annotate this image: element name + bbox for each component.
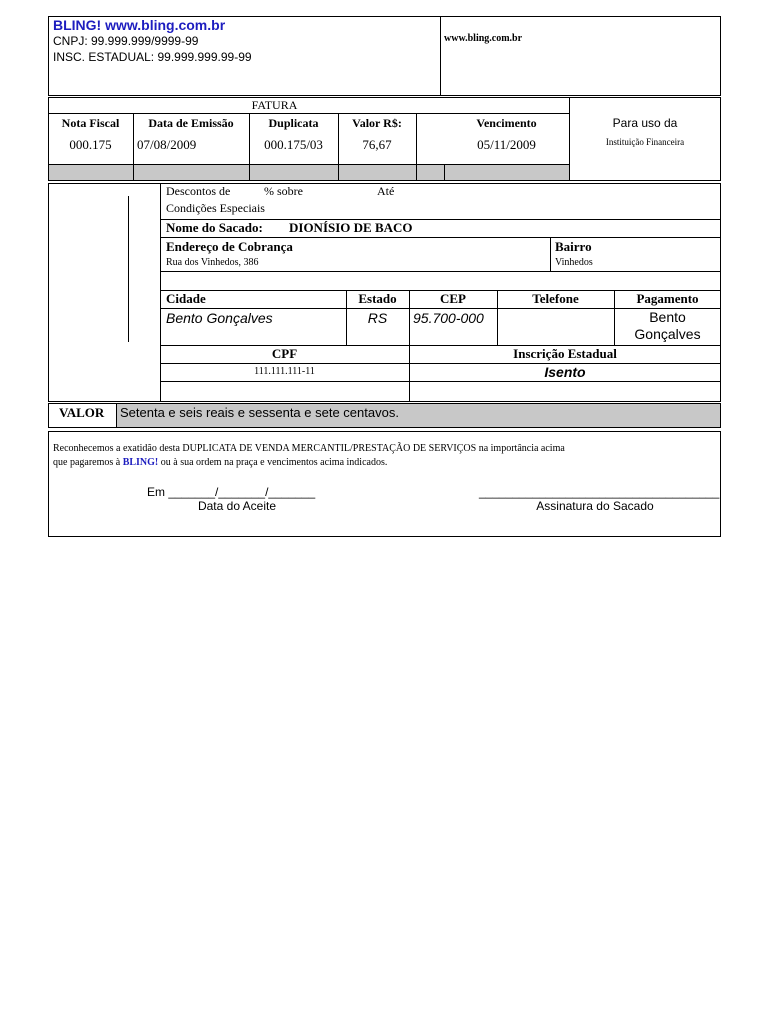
estado-label: Estado — [358, 291, 397, 306]
pagamento-value-1: Bento — [649, 309, 686, 325]
ie-label: Inscrição Estadual — [513, 346, 617, 361]
header-divider — [440, 16, 441, 96]
aceite-text-post: ou à sua ordem na praça e vencimentos acima indicados. — [160, 457, 388, 468]
bairro-value: Vinhedos — [555, 257, 593, 268]
decorative-vertical-mark — [128, 196, 129, 342]
condicoes-especiais: Condições Especiais — [166, 201, 265, 215]
signature-line: ____________________________________ — [479, 485, 720, 499]
nome-sacado: DIONÍSIO DE BACO — [289, 220, 413, 235]
fatura-gray-band — [49, 164, 569, 180]
bairro-divider — [550, 237, 551, 271]
col-valor: Valor R$: — [352, 116, 402, 130]
col-data-emissao: Data de Emissão — [148, 116, 234, 130]
pagamento-value-2: Gonçalves — [634, 326, 701, 342]
descontos-label: Descontos de — [166, 184, 231, 198]
row-line-cpf-top — [160, 345, 721, 346]
uso-label: Para uso da — [612, 116, 678, 130]
fatura-values-line — [48, 164, 569, 165]
company-cnpj: CNPJ: 99.999.999/9999-99 — [53, 34, 199, 48]
cpf-value: 111.111.111-11 — [254, 366, 315, 377]
descontos-ate: Até — [377, 184, 395, 198]
aceite-brand: BLING! — [122, 457, 159, 468]
company-brand: BLING! www.bling.com.br — [53, 17, 226, 33]
cidade-value: Bento Gonçalves — [166, 310, 273, 326]
valor-extenso: Setenta e seis reais e sessenta e sete centavos. — [120, 405, 399, 420]
bairro-label: Bairro — [555, 239, 592, 254]
pagamento-label: Pagamento — [636, 291, 699, 306]
header-website: www.bling.com.br — [444, 33, 523, 44]
telefone-label: Telefone — [532, 291, 579, 306]
value-valor: 76,67 — [362, 137, 392, 152]
value-nota-fiscal: 000.175 — [69, 137, 112, 152]
aceite-date-field: Em _______/_______/_______ — [147, 485, 316, 499]
signature-label: Assinatura do Sacado — [536, 499, 654, 513]
endereco-label: Endereço de Cobrança — [166, 239, 293, 254]
fatura-col-sep-5 — [444, 164, 445, 181]
ie-value: Isento — [544, 364, 586, 380]
valor-label: VALOR — [59, 405, 105, 420]
row-line-cpf-mid — [160, 363, 721, 364]
descontos-percent: % sobre — [264, 184, 303, 198]
aceite-text-pre: que pagaremos à — [53, 457, 121, 468]
value-data-emissao: 07/08/2009 — [137, 137, 197, 152]
value-vencimento: 05/11/2009 — [477, 137, 536, 152]
row-line-cidade-mid — [160, 308, 721, 309]
col-vencimento: Vencimento — [476, 116, 537, 130]
fatura-title: FATURA — [251, 98, 298, 112]
cep-label: CEP — [440, 291, 466, 306]
fatura-title-line — [48, 113, 569, 114]
row-line-endereco-top — [160, 237, 721, 238]
cep-value: 95.700-000 — [413, 310, 484, 326]
nome-sacado-label: Nome do Sacado: — [166, 220, 263, 235]
row-line-cpf-bottom — [160, 381, 721, 382]
cidade-label: Cidade — [166, 291, 206, 306]
uso-instituicao: Instituição Financeira — [605, 137, 685, 147]
fatura-col-sep-4 — [416, 113, 417, 181]
valor-divider — [116, 403, 117, 428]
value-duplicata: 000.175/03 — [264, 137, 323, 152]
aceite-text-line1: Reconhecemos a exatidão desta DUPLICATA DE VENDA MERCANTIL/PRESTAÇÃO DE SERVIÇOS na importância acima — [53, 443, 565, 454]
cpf-label: CPF — [271, 346, 298, 361]
estado-value: RS — [367, 310, 388, 326]
aceite-date-label: Data do Aceite — [197, 499, 277, 513]
aceite-text-line2 — [53, 457, 387, 468]
endereco-value: Rua dos Vinhedos, 386 — [166, 257, 259, 268]
row-line-endereco-bottom — [160, 271, 721, 272]
col-nota-fiscal: Nota Fiscal — [61, 116, 120, 130]
col-duplicata: Duplicata — [268, 116, 319, 130]
company-insc: INSC. ESTADUAL: 99.999.999.99-99 — [53, 50, 252, 64]
